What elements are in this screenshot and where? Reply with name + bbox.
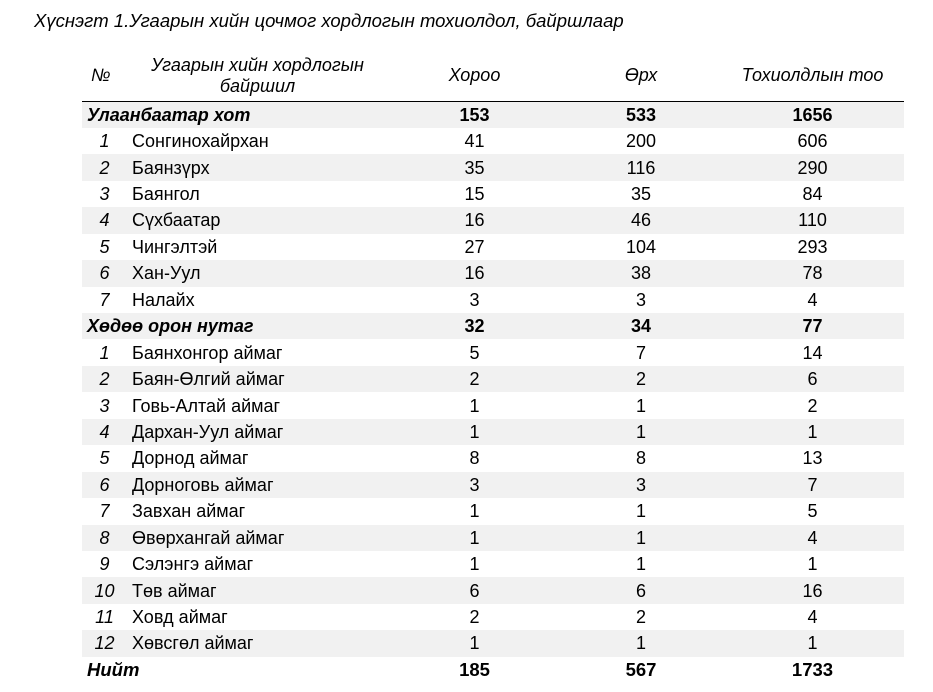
row-number: 6 [82, 260, 127, 286]
orh-count: 116 [561, 154, 721, 180]
row-number: 8 [82, 525, 127, 551]
location-name: Баян-Өлгий аймаг [127, 366, 388, 392]
horoo-count: 35 [388, 154, 561, 180]
header-row [82, 50, 904, 102]
row-number: 6 [82, 472, 127, 498]
header-location-line1: Угаарын хийн хордлогын [151, 54, 364, 75]
cases-count: 293 [797, 236, 828, 257]
row-number: 7 [99, 501, 110, 522]
row-number: 4 [82, 207, 127, 233]
cases-count: 13 [802, 448, 823, 469]
table-row [82, 234, 904, 260]
cases-count: 5 [807, 501, 818, 522]
row-number: 10 [82, 577, 127, 603]
row-number: 9 [99, 554, 110, 575]
row-number: 11 [95, 607, 114, 628]
horoo-count: 2 [469, 607, 480, 628]
cases-count: 16 [721, 577, 904, 603]
table-caption: Хүснэгт 1.Угаарын хийн цочмог хордлогын тохиолдол, байршлаар [34, 10, 624, 31]
group-label: Улаанбаатар хот [82, 102, 388, 128]
row-number: 2 [82, 366, 127, 392]
group-orh: 533 [561, 102, 721, 128]
table-row [82, 551, 904, 577]
horoo-count: 3 [469, 289, 480, 310]
orh-count: 46 [561, 207, 721, 233]
horoo-count: 15 [464, 184, 485, 205]
orh-count: 1 [561, 630, 721, 656]
horoo-count: 16 [388, 260, 561, 286]
cases-count: 1 [807, 554, 818, 575]
orh-count: 2 [561, 366, 721, 392]
row-number: 5 [99, 236, 110, 257]
total-horoo: 185 [459, 658, 490, 680]
row-number: 7 [99, 289, 110, 310]
table-row [82, 498, 904, 524]
group-row-ulaanbaatar [82, 102, 904, 128]
orh-count: 8 [635, 448, 646, 469]
horoo-count: 6 [388, 577, 561, 603]
row-number: 12 [82, 630, 127, 656]
row-number: 1 [99, 131, 110, 152]
table-row [82, 577, 904, 603]
total-row [82, 657, 904, 683]
table-row [82, 207, 904, 233]
location-name: Говь-Алтай аймаг [132, 395, 281, 416]
cases-count: 4 [807, 607, 818, 628]
cases-count: 110 [721, 207, 904, 233]
orh-count: 1 [635, 395, 646, 416]
table-row [82, 604, 904, 630]
location-name: Төв аймаг [127, 577, 388, 603]
row-number: 5 [99, 448, 110, 469]
cases-count: 7 [721, 472, 904, 498]
table-row [82, 392, 904, 418]
orh-count: 2 [635, 607, 646, 628]
group-label: Хөдөө орон нутаг [82, 313, 388, 339]
horoo-count: 1 [469, 554, 480, 575]
location-name: Чингэлтэй [132, 236, 218, 257]
orh-count: 35 [630, 184, 652, 205]
table-row [82, 339, 904, 365]
table-row [82, 366, 904, 392]
group-horoo: 32 [388, 313, 561, 339]
row-number: 4 [82, 419, 127, 445]
orh-count: 38 [561, 260, 721, 286]
cases-count: 606 [797, 131, 828, 152]
group-orh: 34 [561, 313, 721, 339]
orh-count: 7 [635, 342, 646, 363]
table-row [82, 260, 904, 286]
cases-count: 2 [807, 395, 818, 416]
horoo-count: 3 [388, 472, 561, 498]
table-row [82, 287, 904, 313]
orh-count: 104 [625, 236, 657, 257]
table-row [82, 154, 904, 180]
header-num: № [91, 65, 111, 86]
location-name: Сонгинохайрхан [132, 131, 269, 152]
horoo-count: 27 [464, 236, 485, 257]
location-name: Сэлэнгэ аймаг [132, 554, 254, 575]
horoo-count: 8 [469, 448, 480, 469]
location-name: Дорноговь аймаг [127, 472, 388, 498]
location-name: Дорнод аймаг [132, 448, 249, 469]
cases-count: 78 [721, 260, 904, 286]
row-number: 1 [99, 342, 110, 363]
horoo-count: 5 [469, 342, 480, 363]
header-cases: Тохиолдлын тоо [741, 65, 884, 86]
cases-table [82, 50, 904, 683]
cases-count: 4 [807, 289, 818, 310]
location-name: Хан-Уул [127, 260, 388, 286]
group-cases: 1656 [721, 102, 904, 128]
horoo-count: 41 [464, 131, 485, 152]
row-number: 3 [99, 184, 110, 205]
location-name: Налайх [132, 289, 195, 310]
horoo-count: 16 [388, 207, 561, 233]
location-name: Баянхонгор аймаг [132, 342, 283, 363]
group-cases: 77 [721, 313, 904, 339]
orh-count: 3 [635, 289, 646, 310]
orh-count: 1 [561, 419, 721, 445]
horoo-count: 1 [388, 525, 561, 551]
total-label: Нийт [87, 658, 140, 680]
cases-count: 1 [721, 630, 904, 656]
orh-count: 3 [561, 472, 721, 498]
location-name: Өвөрхангай аймаг [127, 525, 388, 551]
header-location-line2: байршил [219, 75, 296, 96]
location-name: Ховд аймаг [132, 607, 228, 628]
cases-count: 1 [721, 419, 904, 445]
table-row [82, 445, 904, 471]
cases-count: 4 [721, 525, 904, 551]
location-name: Баянгол [132, 184, 200, 205]
orh-count: 1 [635, 501, 646, 522]
header-horoo: Хороо [448, 65, 501, 86]
table-row [82, 525, 904, 551]
horoo-count: 2 [388, 366, 561, 392]
header-orh: Өрх [624, 65, 658, 86]
orh-count: 6 [561, 577, 721, 603]
row-number: 2 [82, 154, 127, 180]
horoo-count: 1 [388, 419, 561, 445]
cases-count: 84 [802, 184, 823, 205]
horoo-count: 1 [469, 395, 480, 416]
location-name: Хөвсгөл аймаг [127, 630, 388, 656]
location-name: Дархан-Уул аймаг [127, 419, 388, 445]
header-location [127, 50, 388, 102]
horoo-count: 1 [469, 501, 480, 522]
table-row [82, 472, 904, 498]
cases-count: 6 [721, 366, 904, 392]
group-row-rural [82, 313, 904, 339]
cases-count: 290 [721, 154, 904, 180]
total-orh: 567 [625, 658, 657, 680]
row-number: 3 [99, 395, 110, 416]
table-row [82, 181, 904, 207]
location-name: Сүхбаатар [127, 207, 388, 233]
table-row [82, 630, 904, 656]
orh-count: 1 [635, 554, 646, 575]
orh-count: 200 [625, 131, 657, 152]
cases-count: 14 [802, 342, 823, 363]
location-name: Завхан аймаг [132, 501, 246, 522]
total-cases: 1733 [791, 658, 834, 680]
table-row [82, 128, 904, 154]
horoo-count: 1 [388, 630, 561, 656]
group-horoo: 153 [388, 102, 561, 128]
orh-count: 1 [561, 525, 721, 551]
table-row [82, 419, 904, 445]
location-name: Баянзүрх [127, 154, 388, 180]
